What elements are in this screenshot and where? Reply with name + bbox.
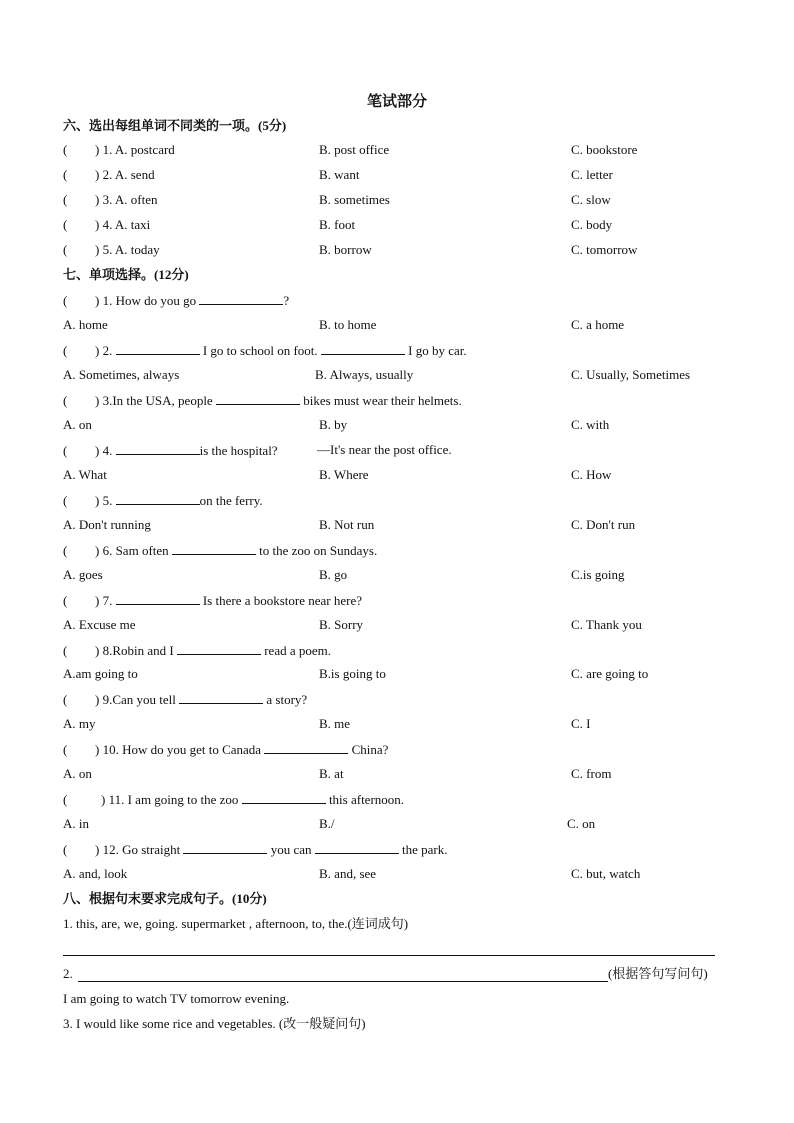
answer-paren[interactable]: ( [63, 742, 68, 757]
fill-blank[interactable] [242, 791, 326, 804]
answer-paren[interactable]: ( [63, 842, 68, 857]
option-a: A. my [63, 716, 96, 731]
fill-blank[interactable] [116, 492, 200, 505]
answer-paren[interactable]: ( [63, 293, 68, 308]
option-a: A. and, look [63, 866, 128, 881]
sentence-task-2-answer: I am going to watch TV tomorrow evening. [63, 991, 290, 1006]
sentence-task-2-hint: (根据答句写问句) [608, 966, 708, 981]
option-a: A. goes [63, 567, 103, 582]
question-line: ( ) 6. Sam often to the zoo on Sundays. [63, 543, 378, 558]
question-line: ( ) 11. I am going to the zoo this afternoon. [63, 792, 405, 807]
option-c: C. but, watch [571, 866, 641, 881]
exam-page: 笔试部分 六、选出每组单词不同类的一项。(5分) ( ) 1. A. postcard B. post office C. bookstore ( ) 2. A. send B. want C. letter ( ) 3. A. often B. sometimes C. slow ( ) 4. A. taxi B. foot C. body ( ) 5. A. today B. borrow C. tomorrow 七、单项选择。(12分) ( ) 1. How do you go ? A. home B. to home C. a home ( ) 2. I go to school on foot. I go by car. A. Sometimes, always B. Always, usually C. Usually, Sometimes ( ) 3.In the USA, people bikes must wear their helmets. A. on B. by C. with ( ) 4. is the hospital? —It's near the post office. A. What B. Where C. How ( ) 5. on the ferry. A. Don't running B. Not run C. Don't run ( ) 6. Sam often to the zoo on Sundays. A. goes B. go C.is going ( ) 7. Is there a bookstore near here? A. Excuse me B. Sorry C. Thank you ( ) 8.Robin and I read a poem. A.am going to B.is going to C. are going to ( ) 9.Can you tell a story? A. my B. me C. I ( ) 10. How do you get to Canada China? A. on B. at C. from ( ) 11. I am going to the zoo this afternoon. A. in B./ C. on ( ) 12. Go straight you can the park. A. and, look B. and, see C. but, watch 八、根据句末要求完成句子。(10分) 1. this, are, we, going. supermarket , afternoon, to, the.(连词成句) 2. (根据答句写问句) I am going to watch TV tomorrow evening. 3. I would like some rice and vegetables. (改一般疑问句) [0, 0, 794, 1123]
fill-blank[interactable] [116, 592, 200, 605]
fill-blank[interactable] [116, 342, 200, 355]
answer-paren[interactable]: ( [63, 543, 68, 558]
option-b: B. me [319, 716, 351, 731]
question-line: ( ) 12. Go straight you can the park. [63, 842, 448, 857]
option-b: B. Always, usually [315, 367, 414, 382]
question-line: ( ) 8.Robin and I read a poem. [63, 643, 331, 658]
question-line: ( ) 1. How do you go ? [63, 293, 290, 308]
answer-paren[interactable]: ( [63, 643, 68, 658]
option-a: A. Excuse me [63, 617, 136, 632]
sentence-task-1: 1. this, are, we, going. supermarket , afternoon, to, the.(连词成句) [63, 916, 409, 931]
sentence-task-2-num: 2. [63, 966, 73, 981]
fill-blank[interactable] [321, 342, 405, 355]
answer-paren[interactable]: ( [63, 167, 68, 182]
fill-blank[interactable] [264, 741, 348, 754]
question-line: ( ) 4. is the hospital? [63, 443, 278, 458]
question-line: ( ) 2. I go to school on foot. I go by car. [63, 343, 467, 358]
option-b: B. to home [319, 317, 377, 332]
option-b: B. and, see [319, 866, 377, 881]
option-b: B. Where [319, 467, 369, 482]
option-c: C. How [571, 467, 612, 482]
option-c: C. on [567, 816, 596, 831]
option-c: C.is going [571, 567, 625, 582]
answer-paren[interactable]: ( [63, 192, 68, 207]
option-b: B./ [319, 816, 335, 831]
question-line: ( ) 5. on the ferry. [63, 493, 263, 508]
option-c: C. Don't run [571, 517, 636, 532]
option-c: C. are going to [571, 666, 649, 681]
option-a: A. Sometimes, always [63, 367, 180, 382]
answer-line[interactable] [78, 981, 608, 982]
option-a: A. What [63, 467, 107, 482]
option-b: B. Sorry [319, 617, 364, 632]
section6-heading: 六、选出每组单词不同类的一项。(5分) [63, 118, 287, 133]
option-b: B. by [319, 417, 348, 432]
question-line: ( ) 3.In the USA, people bikes must wear their helmets. [63, 393, 462, 408]
fill-blank[interactable] [177, 642, 261, 655]
option-a: A. on [63, 766, 92, 781]
fill-blank[interactable] [315, 841, 399, 854]
answer-paren[interactable]: ( [63, 242, 68, 257]
answer-paren[interactable]: ( [63, 692, 68, 707]
option-a: A.am going to [63, 666, 138, 681]
question-line: ( ) 7. Is there a bookstore near here? [63, 593, 363, 608]
answer-paren[interactable]: ( [63, 343, 68, 358]
question-line: ( ) 10. How do you get to Canada China? [63, 742, 389, 757]
option-c: C. Usually, Sometimes [571, 367, 691, 382]
sentence-task-3: 3. I would like some rice and vegetables. (改一般疑问句) [63, 1016, 366, 1031]
option-c: C. with [571, 417, 610, 432]
answer-paren[interactable]: ( [63, 217, 68, 232]
answer-paren[interactable]: ( [63, 443, 68, 458]
question-line: ( ) 9.Can you tell a story? [63, 692, 308, 707]
answer-paren[interactable]: ( [63, 393, 68, 408]
option-a: A. in [63, 816, 89, 831]
option-b: B.is going to [319, 666, 386, 681]
fill-blank[interactable] [183, 841, 267, 854]
option-c: C. from [571, 766, 612, 781]
option-c: C. I [571, 716, 591, 731]
fill-blank[interactable] [216, 392, 300, 405]
option-a: A. on [63, 417, 92, 432]
option-a: A. home [63, 317, 108, 332]
fill-blank[interactable] [116, 442, 200, 455]
fill-blank[interactable] [172, 542, 256, 555]
option-b: B. go [319, 567, 348, 582]
question-response: —It's near the post office. [317, 442, 452, 457]
option-b: B. at [319, 766, 344, 781]
answer-paren[interactable]: ( [63, 792, 68, 807]
section8-heading: 八、根据句末要求完成句子。(10分) [63, 891, 267, 906]
answer-paren[interactable]: ( [63, 142, 68, 157]
answer-line[interactable] [63, 955, 715, 956]
section7-heading: 七、单项选择。(12分) [63, 267, 189, 282]
answer-paren[interactable]: ( [63, 593, 68, 608]
option-c: C. a home [571, 317, 625, 332]
fill-blank[interactable] [179, 691, 263, 704]
answer-paren[interactable]: ( [63, 493, 68, 508]
option-a: A. Don't running [63, 517, 151, 532]
option-c: C. Thank you [571, 617, 642, 632]
fill-blank[interactable] [199, 292, 283, 305]
page-title: 笔试部分 [366, 94, 427, 110]
option-b: B. Not run [319, 517, 375, 532]
